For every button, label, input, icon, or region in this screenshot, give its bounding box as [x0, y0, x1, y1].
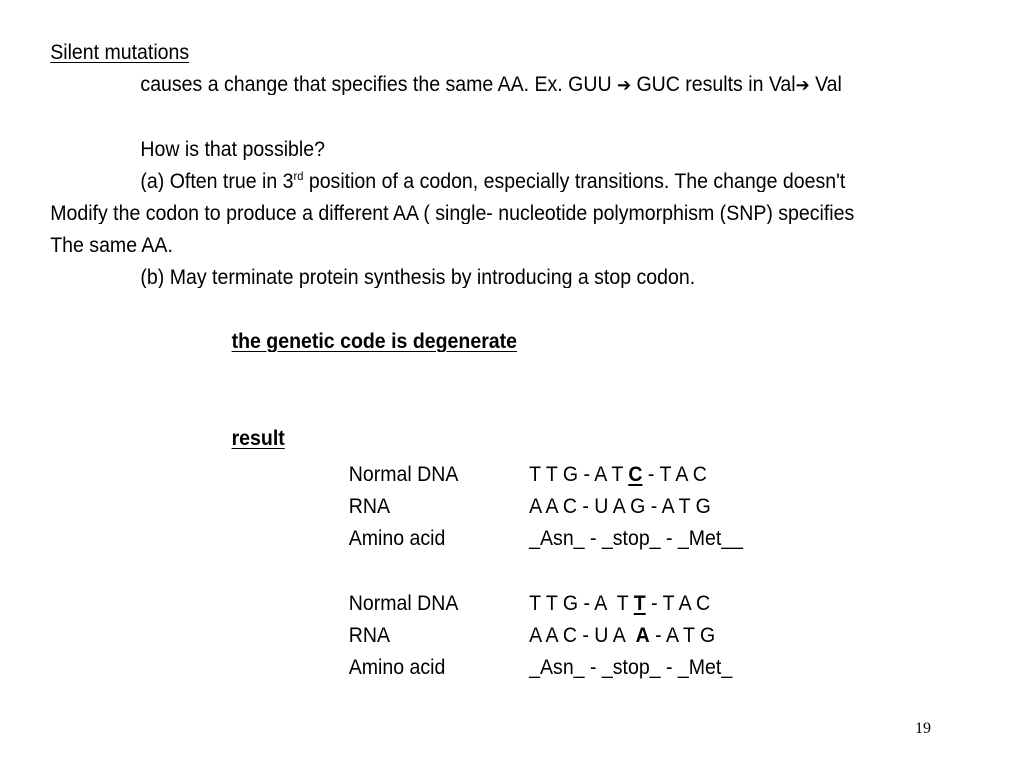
question: How is that possible?	[140, 139, 325, 160]
table2-rna-row	[0, 624, 951, 648]
modify-line	[0, 203, 951, 224]
definition-text-1: causes a change that specifies the same AA. Ex. GUU	[140, 74, 617, 95]
arrow-icon: ➔	[795, 75, 810, 95]
definition-text-2: GUC results in Val	[631, 74, 796, 95]
aa-label: Amino acid	[348, 656, 446, 679]
superscript-rd: rd	[293, 171, 304, 183]
result-line	[0, 428, 951, 449]
mutated-base: T	[633, 592, 646, 615]
aa-sequence: _Asn_ - _stop_ - _Met_	[529, 656, 733, 679]
rna-label: RNA	[348, 624, 390, 647]
dna-seq-pre: T T G - A T	[529, 463, 629, 486]
point-a-line	[0, 171, 951, 192]
rna-sequence	[529, 624, 715, 648]
dna-sequence	[529, 592, 710, 616]
dna-seq-pre: T T G - A T	[529, 592, 634, 615]
result-label: result	[231, 428, 285, 449]
definition-line	[0, 74, 951, 95]
rna-label: RNA	[348, 495, 390, 518]
heading: Silent mutations	[50, 42, 190, 63]
arrow-icon: ➔	[616, 75, 632, 95]
definition-text-3: Val	[809, 74, 842, 95]
dna-label: Normal DNA	[348, 592, 459, 615]
point-a-suffix: position of a codon, especially transitions. The change doesn't	[303, 171, 846, 192]
subheading-line	[0, 331, 951, 352]
point-a-prefix: (a) Often true in 3	[140, 171, 294, 192]
table2-dna-row	[0, 592, 951, 616]
table2-aa-row	[0, 656, 951, 680]
question-line	[0, 139, 951, 160]
same-aa-line	[0, 235, 951, 256]
subheading: the genetic code is degenerate	[231, 331, 518, 352]
rna-sequence: A A C - U A G - A T G	[529, 495, 711, 518]
page-number: 19	[915, 720, 931, 737]
aa-sequence: _Asn_ - _stop_ - _Met__	[529, 527, 744, 550]
point-b-text: (b) May terminate protein synthesis by introducing a stop codon.	[140, 267, 696, 288]
dna-sequence	[529, 463, 707, 487]
table1-aa-row	[0, 527, 951, 551]
same-aa-text: The same AA.	[50, 235, 173, 256]
dna-label: Normal DNA	[348, 463, 459, 486]
aa-label: Amino acid	[348, 527, 446, 550]
table1-dna-row	[0, 463, 951, 487]
dna-seq-post: - T A C	[645, 592, 711, 615]
rna-seq-post: - A T G	[649, 624, 716, 647]
mutated-base: C	[628, 463, 643, 486]
rna-seq-pre: A A C - U A	[529, 624, 636, 647]
heading-line	[0, 42, 951, 63]
mutated-base: A	[635, 624, 650, 647]
point-b-line	[0, 267, 951, 288]
modify-text: Modify the codon to produce a different AA ( single- nucleotide polymorphism (SNP) specifies	[50, 203, 855, 224]
dna-seq-post: - T A C	[642, 463, 707, 486]
table1-rna-row	[0, 495, 951, 519]
